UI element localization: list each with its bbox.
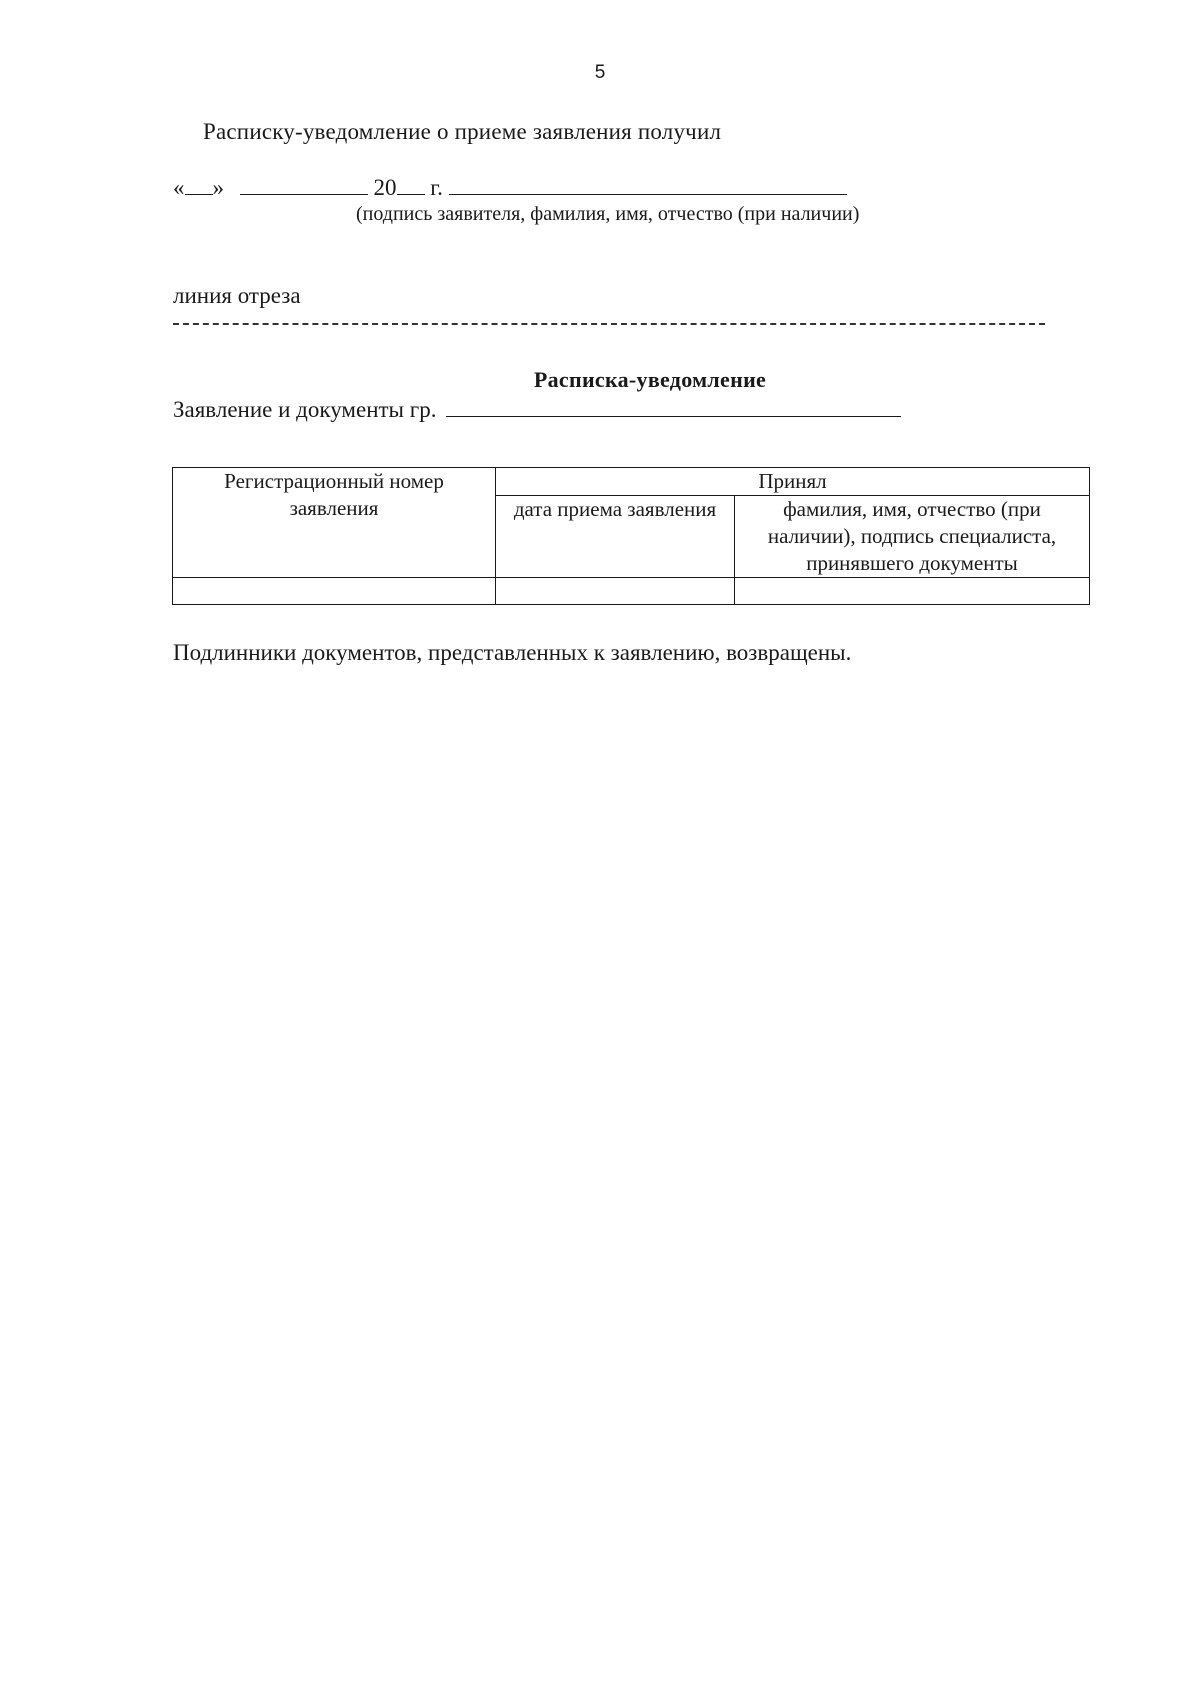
year-prefix: 20 — [373, 175, 397, 200]
year-suffix: г. — [430, 175, 443, 200]
reg-number-cell[interactable] — [173, 578, 496, 605]
cut-line — [173, 323, 1045, 325]
accepted-header: Принял — [496, 468, 1090, 496]
date-header: дата приема заявления — [496, 496, 735, 578]
originals-returned-text: Подлинники документов, представленных к заявлению, возвращены. — [173, 640, 852, 665]
year-blank[interactable] — [397, 174, 425, 195]
day-blank[interactable] — [185, 174, 213, 195]
specialist-cell[interactable] — [735, 578, 1090, 605]
registration-table — [172, 467, 1090, 605]
specialist-header: фамилия, имя, отчество (при наличии), подпись специалиста, принявшего документы — [735, 496, 1090, 578]
page-number: 5 — [594, 62, 606, 83]
month-blank[interactable] — [240, 174, 368, 195]
cut-line-label: линия отреза — [173, 283, 301, 308]
table-row — [173, 578, 1090, 605]
applicant-name-blank[interactable] — [446, 396, 901, 417]
date-cell[interactable] — [496, 578, 735, 605]
date-signature-line — [173, 174, 847, 201]
documents-label: Заявление и документы гр. — [173, 397, 437, 422]
receipt-received-text: Расписку-уведомление о приеме заявления получил — [203, 119, 722, 144]
documents-line — [173, 396, 901, 423]
open-quote: « — [173, 175, 185, 200]
close-quote: » — [212, 175, 224, 200]
signature-hint: (подпись заявителя, фамилия, имя, отчество (при наличии) — [356, 203, 860, 225]
table-header-row — [173, 468, 1090, 496]
signature-blank[interactable] — [449, 174, 847, 195]
reg-number-header: Регистрационный номер заявления — [173, 468, 496, 578]
receipt-title: Расписка-уведомление — [533, 367, 767, 392]
